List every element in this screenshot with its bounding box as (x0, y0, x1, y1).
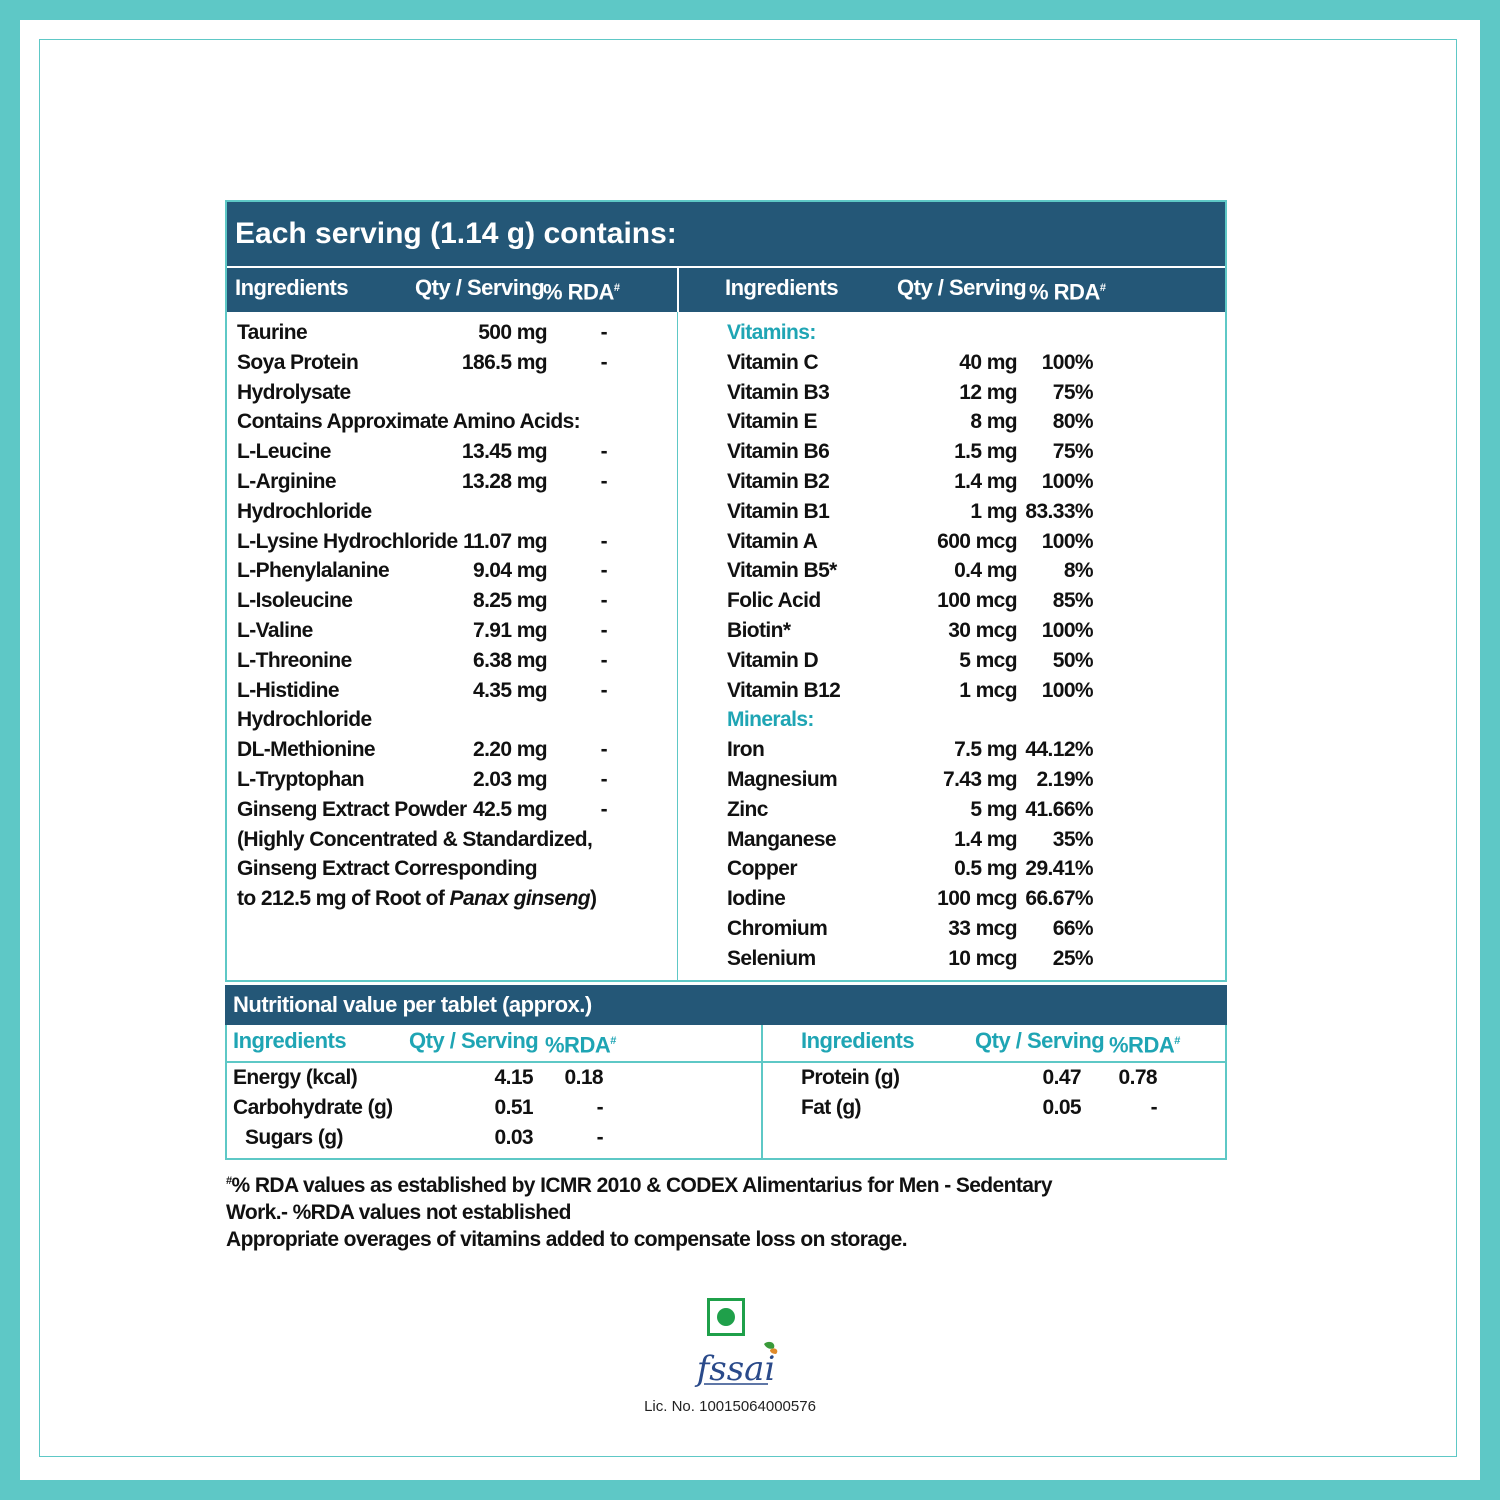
ingredient-row (237, 825, 667, 855)
ingredient-row (237, 646, 667, 676)
ingredient-name: Iodine (727, 887, 786, 911)
ingredient-row (237, 795, 667, 825)
ingredient-row (727, 795, 1207, 825)
ingredient-name: Hydrolysate (237, 380, 351, 404)
ingredient-row (727, 914, 1207, 944)
ingredient-rda: 35% (1052, 827, 1093, 851)
ingredient-rda: - (600, 589, 607, 613)
footnote-line-1: #% RDA values as established by ICMR 2010 & CODEX Alimentarius for Men - Sedentary (226, 1174, 1052, 1197)
ingredient-rda: - (1150, 1096, 1157, 1119)
ingredient-qty: 186.5 mg (461, 350, 547, 374)
section-label: Minerals: (727, 708, 814, 732)
ingredient-qty: 13.45 mg (461, 440, 547, 464)
ingredient-rda: 0.18 (564, 1066, 603, 1089)
ingredient-qty: 10 mcg (948, 946, 1017, 970)
ingredient-row (237, 497, 667, 527)
ingredient-row (237, 854, 667, 884)
ingredient-rda: - (600, 470, 607, 493)
ingredient-name: Selenium (727, 946, 816, 970)
ingredient-rda: 100% (1041, 678, 1093, 702)
ingredient-qty: 33 mcg (948, 917, 1017, 940)
ingredient-name: Ginseng Extract Corresponding (237, 857, 537, 881)
ingredient-row (727, 378, 1207, 408)
ingredient-name: L-Phenylalanine (237, 559, 390, 583)
ingredient-name: Ginseng Extract Powder (237, 797, 467, 821)
ingredient-name: Soya Protein (237, 350, 359, 374)
ingredient-rda: - (600, 738, 607, 762)
header-ingredients-left: Ingredients (235, 275, 349, 300)
ingredient-name: Iron (727, 738, 765, 762)
ingredient-row (727, 467, 1207, 497)
footnote-line-3: Appropriate overages of vitamins added to compensate loss on storage. (226, 1228, 907, 1251)
nut-header-qty-left: Qty / Serving (409, 1028, 539, 1053)
ingredient-name: Hydrochloride (237, 708, 372, 732)
ingredient-rda: 100% (1041, 529, 1093, 553)
ingredient-name: to 212.5 mg of Root of Panax ginseng) (237, 887, 597, 911)
ingredient-name: L-Tryptophan (237, 768, 364, 791)
header-ingredients-right: Ingredients (725, 275, 839, 300)
nut-header-rda-right: %RDA# (1109, 1032, 1180, 1058)
ingredient-row (233, 1093, 753, 1123)
nutrition-divider (761, 1025, 763, 1158)
ingredient-rda: - (600, 350, 607, 374)
ingredient-name: L-Isoleucine (237, 589, 353, 613)
ingredient-rda: 100% (1041, 619, 1093, 642)
ingredient-row (233, 1123, 753, 1153)
ingredient-row (727, 705, 1207, 735)
ingredient-rda: 100% (1041, 470, 1093, 493)
header-qty-right: Qty / Serving (897, 275, 1027, 300)
serving-panel (225, 200, 1227, 982)
ingredient-name: Protein (g) (801, 1066, 900, 1089)
nut-header-ingredients-left: Ingredients (233, 1028, 347, 1053)
nutrition-panel (225, 1025, 1227, 1160)
ingredient-row (727, 437, 1207, 467)
ingredient-qty: 5 mg (970, 797, 1017, 821)
ingredient-name: Taurine (237, 321, 308, 344)
ingredient-rda: 50% (1052, 648, 1093, 672)
ingredient-rda: 41.66% (1025, 797, 1093, 821)
ingredient-qty: 600 mcg (937, 529, 1017, 553)
ingredient-name: Zinc (727, 797, 768, 821)
ingredient-name: L-Histidine (237, 678, 339, 702)
ingredient-rda: - (600, 559, 607, 583)
ingredient-qty: 1 mg (970, 499, 1017, 523)
ingredient-qty: 0.47 (1042, 1066, 1081, 1089)
ingredient-row (727, 318, 1207, 348)
nut-header-rda-left: %RDA# (545, 1032, 616, 1058)
ingredient-row (727, 527, 1207, 557)
ingredient-name: Vitamin B1 (727, 499, 830, 523)
nutrition-list-right (801, 1063, 1201, 1155)
ingredient-qty: 9.04 mg (472, 559, 547, 583)
ingredient-row (727, 884, 1207, 914)
ingredient-rda: 25% (1052, 946, 1093, 970)
ingredient-qty: 0.05 (1042, 1096, 1081, 1119)
header-divider (677, 268, 679, 312)
ingredient-row (233, 1063, 753, 1093)
serving-title: Each serving (1.14 g) contains: (227, 202, 1225, 266)
ingredient-qty: 0.51 (494, 1096, 533, 1119)
ingredient-qty: 7.43 mg (942, 768, 1017, 791)
ingredient-name: L-Leucine (237, 440, 331, 464)
ingredient-name: Vitamin B12 (727, 678, 841, 702)
ingredient-row (237, 527, 667, 557)
ingredient-name: Contains Approximate Amino Acids: (237, 410, 581, 434)
ingredient-row (237, 407, 667, 437)
ingredient-name: (Highly Concentrated & Standardized, (237, 827, 593, 851)
right-ingredients-list (727, 318, 1207, 978)
ingredient-qty: 6.38 mg (472, 648, 547, 672)
ingredient-rda: 44.12% (1025, 738, 1093, 762)
ingredient-qty: 8.25 mg (472, 589, 547, 613)
ingredient-name: Vitamin B5* (727, 559, 837, 583)
ingredient-row (801, 1063, 1201, 1093)
ingredient-qty: 7.91 mg (472, 619, 547, 642)
ingredient-qty: 2.20 mg (472, 738, 547, 762)
ingredient-qty: 100 mcg (937, 589, 1017, 613)
ingredient-rda: 80% (1052, 410, 1093, 434)
fssai-logo-text: fssai (696, 1349, 776, 1389)
ingredient-rda: 85% (1052, 589, 1093, 613)
ingredient-name: Magnesium (727, 768, 838, 791)
nutrition-list-left (233, 1063, 753, 1155)
ingredient-row (237, 318, 667, 348)
ingredient-rda: - (600, 678, 607, 702)
nut-header-qty-right: Qty / Serving (975, 1028, 1105, 1053)
ingredient-row (237, 616, 667, 646)
ingredient-qty: 2.03 mg (472, 768, 547, 791)
ingredient-qty: 4.15 (494, 1066, 533, 1089)
footnote-line-2: Work.- %RDA values not established (226, 1201, 571, 1224)
ingredient-rda: - (600, 797, 607, 821)
ingredient-row (237, 765, 667, 795)
ingredient-qty: 100 mcg (937, 887, 1017, 911)
ingredient-name: Energy (kcal) (233, 1066, 358, 1089)
ingredient-name: Vitamin E (727, 410, 817, 434)
ingredient-qty: 40 mg (959, 350, 1017, 374)
ingredient-qty: 0.03 (494, 1126, 533, 1149)
ingredient-row (727, 735, 1207, 765)
ingredient-rda: 75% (1052, 440, 1093, 464)
ingredient-rda: - (596, 1096, 603, 1119)
ingredient-row (237, 705, 667, 735)
ingredient-qty: 13.28 mg (461, 470, 547, 493)
ingredient-name: Carbohydrate (g) (233, 1096, 393, 1119)
ingredient-rda: 100% (1041, 350, 1093, 374)
footnotes (226, 1168, 1126, 1253)
ingredient-rda: - (596, 1126, 603, 1149)
ingredient-row (727, 586, 1207, 616)
ingredient-row (801, 1093, 1201, 1123)
ingredient-qty: 0.5 mg (954, 857, 1017, 881)
ingredient-name: L-Lysine Hydrochloride (237, 529, 458, 553)
ingredient-qty: 1.5 mg (954, 440, 1017, 464)
ingredient-name: Hydrochloride (237, 499, 372, 523)
ingredient-row (237, 437, 667, 467)
ingredient-name: Fat (g) (801, 1096, 861, 1119)
ingredient-qty: 11.07 mg (463, 529, 547, 553)
ingredient-name: Sugars (g) (245, 1126, 343, 1149)
ingredient-row (237, 348, 667, 378)
nutrition-title: Nutritional value per tablet (approx.) (225, 985, 1227, 1025)
ingredient-name: L-Arginine (237, 470, 336, 493)
ingredient-rda: - (600, 648, 607, 672)
nutrition-header-row (227, 1025, 1225, 1063)
ingredient-qty: 1.4 mg (954, 470, 1017, 493)
ingredient-row (237, 735, 667, 765)
ingredient-row (727, 616, 1207, 646)
ingredient-name: Vitamin B2 (727, 470, 830, 493)
ingredient-qty: 4.35 mg (472, 678, 547, 702)
ingredient-name: L-Valine (237, 619, 313, 642)
ingredient-name: Vitamin B3 (727, 380, 830, 404)
ingredient-row (727, 765, 1207, 795)
fssai-logo (686, 1340, 786, 1390)
serving-header-row (227, 268, 1225, 312)
ingredient-qty: 1.4 mg (954, 827, 1017, 851)
ingredient-qty: 42.5 mg (472, 797, 547, 821)
ingredient-rda: - (600, 321, 607, 344)
ingredient-row (727, 944, 1207, 974)
ingredient-row (727, 854, 1207, 884)
ingredient-row (727, 646, 1207, 676)
ingredient-qty: 7.5 mg (954, 738, 1017, 762)
ingredient-row (237, 586, 667, 616)
ingredient-row (237, 884, 667, 914)
ingredient-rda: - (600, 440, 607, 464)
column-divider (677, 312, 678, 982)
ingredient-qty: 500 mg (478, 321, 547, 344)
ingredient-row (727, 348, 1207, 378)
ingredient-qty: 30 mcg (948, 619, 1017, 642)
ingredient-row (237, 378, 667, 408)
header-rda-right: % RDA# (1029, 279, 1106, 305)
ingredient-rda: - (600, 768, 607, 791)
ingredient-rda: 2.19% (1036, 768, 1093, 791)
ingredient-row (237, 556, 667, 586)
ingredient-name: Vitamin D (727, 648, 819, 672)
ingredient-name: Vitamin B6 (727, 440, 830, 464)
ingredient-name: DL-Methionine (237, 738, 376, 762)
ingredient-rda: - (600, 529, 607, 553)
vegetarian-mark-icon (707, 1298, 745, 1336)
ingredient-name: Biotin* (727, 619, 791, 642)
ingredient-name: Copper (727, 857, 797, 881)
header-qty-left: Qty / Serving (415, 275, 545, 300)
ingredient-name: Vitamin C (727, 350, 819, 374)
ingredient-row (237, 467, 667, 497)
ingredient-rda: 29.41% (1025, 857, 1093, 881)
ingredient-qty: 0.4 mg (954, 559, 1017, 583)
ingredient-rda: 75% (1052, 380, 1093, 404)
ingredient-qty: 8 mg (970, 410, 1017, 434)
ingredient-rda: - (600, 619, 607, 642)
ingredient-row (727, 556, 1207, 586)
ingredient-rda: 8% (1063, 559, 1093, 583)
ingredient-qty: 12 mg (959, 380, 1017, 404)
ingredient-name: Vitamin A (727, 529, 818, 553)
ingredient-row (727, 825, 1207, 855)
section-label: Vitamins: (727, 321, 816, 344)
ingredient-name: Folic Acid (727, 589, 821, 613)
ingredient-rda: 0.78 (1118, 1066, 1157, 1089)
ingredient-rda: 66% (1052, 917, 1093, 940)
ingredient-qty: 1 mcg (959, 678, 1017, 702)
ingredient-name: Chromium (727, 917, 828, 940)
ingredient-row (237, 676, 667, 706)
ingredient-row (727, 676, 1207, 706)
nut-header-ingredients-right: Ingredients (801, 1028, 915, 1053)
header-rda-left: % RDA# (543, 279, 620, 305)
ingredient-row (727, 407, 1207, 437)
license-number: Lic. No. 10015064000576 (644, 1398, 816, 1415)
left-ingredients-list (237, 318, 667, 958)
ingredient-rda: 66.67% (1025, 887, 1093, 911)
ingredient-rda: 83.33% (1025, 499, 1093, 523)
ingredient-qty: 5 mcg (959, 648, 1017, 672)
ingredient-row (727, 497, 1207, 527)
ingredient-name: Manganese (727, 827, 836, 851)
ingredient-name: L-Threonine (237, 648, 352, 672)
